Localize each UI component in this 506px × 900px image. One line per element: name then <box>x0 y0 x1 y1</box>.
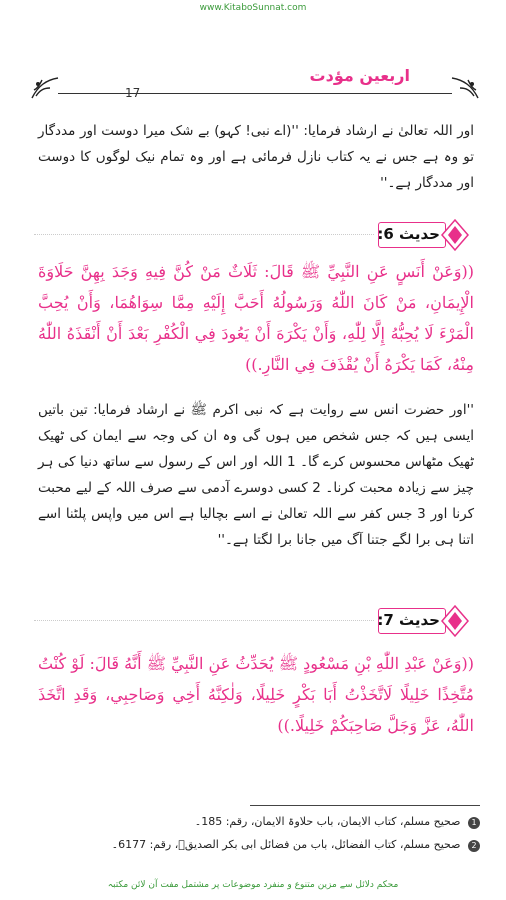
page-header <box>30 60 480 100</box>
footnote-1 <box>40 815 480 829</box>
hadith-7-arabic: ((وَعَنْ عَبْدِ اللّٰهِ بْنِ مَسْعُودٍ ﷺ يُحَدِّثُ عَنِ النَّبِيِّ ﷺ أَنَّهُ قَالَ: لَوْ كُنْتُ مُتَّخِذًا خَلِيلًا لَاتَّخَذْتُ أَبَا بَكْرٍ خَلِيلًا، وَلٰكِنَّهُ أَخِي وَصَاحِبِي، وَقَدِ اتَّخَذَ اللّٰهُ، عَزَّ وَجَلَّ صَاحِبَكُمْ خَلِيلًا.)) <box>38 654 474 735</box>
hadith-6-label: حدیث 6: <box>377 225 440 243</box>
left-ornament-icon <box>30 76 60 100</box>
header-rule <box>58 93 452 94</box>
heading-divider <box>34 234 374 235</box>
footnote-2 <box>40 838 480 852</box>
page-title: اربعین مؤدت <box>309 66 410 85</box>
hadith-7-label: حدیث 7: <box>377 611 440 629</box>
hadith-6-heading <box>366 218 470 252</box>
hadith-6-arabic: ((وَعَنْ أَنَسٍ عَنِ النَّبِيِّ ﷺ قَالَ: ثَلَاثٌ مَنْ كُنَّ فِيهِ وَجَدَ بِهِنَّ حَلَاوَةَ الْإِيمَانِ، مَنْ كَانَ اللّٰهُ وَرَسُولُهُ أَحَبَّ إِلَيْهِ مِمَّا سِوَاهُمَا، وَأَنْ يُحِبَّ الْمَرْءَ لَا يُحِبُّهُ إِلَّا لِلّٰهِ، وَأَنْ يَكْرَهَ أَنْ يَعُودَ فِي الْكُفْرِ بَعْدَ أَنْ أَنْقَذَهُ اللّٰهُ مِنْهُ، كَمَا يَكْرَهُ أَنْ يُقْذَفَ فِي النَّارِ.)) <box>38 262 474 374</box>
footnote-number: 2 <box>468 840 480 852</box>
hadith-7-heading <box>366 604 470 638</box>
bottom-tagline: محکم دلائل سے مزین متنوع و منفرد موضوعات پر مشتمل مفت آن لائن مکتبہ <box>107 880 399 890</box>
intro-paragraph: اور اللہ تعالیٰ نے ارشاد فرمایا: ''(اے نبی! کہو) بے شک میرا دوست اور مددگار تو وہ ہے جس نے یہ کتاب نازل فرمائی ہے اور وہ تمام نیک لوگوں کا دوست اور مددگار ہے۔'' <box>38 123 474 191</box>
page-number: 17 <box>125 86 141 100</box>
heading-divider <box>34 620 374 621</box>
footnote-text: صحیح مسلم، کتاب الفضائل، باب من فضائل ابی بکر الصدیقؓ، رقم: 6177۔ <box>111 838 461 851</box>
floral-ornament-icon <box>440 218 470 252</box>
site-url: www.KitaboSunnat.com <box>199 3 307 13</box>
footnote-text: صحیح مسلم، کتاب الایمان، باب حلاوۃ الایمان، رقم: 185۔ <box>194 815 461 828</box>
hadith-6-translation: ''اور حضرت انس سے روایت ہے کہ نبی اکرم ﷺ نے ارشاد فرمایا: تین باتیں ایسی ہیں کہ جس شخص میں ہوں گی وہ ان کی وجہ سے ایمان کی ٹھیک ٹھیک مٹھاس محسوس کرے گا۔ 1 اللہ اور اس کے رسول سے ساتھ دنیا کی ہر چیز سے زیادہ محبت کرنا۔ 2 کسی دوسرے آدمی سے صرف اللہ کے لیے محبت کرنا اور 3 جس کفر سے اللہ تعالیٰ نے اسے بچالیا ہے اس میں واپس پلٹنا اسے اتنا ہی برا لگے جتنا آگ میں جانا برا لگتا ہے۔'' <box>38 402 474 548</box>
floral-ornament-icon <box>440 604 470 638</box>
footnote-divider <box>250 805 480 806</box>
right-ornament-icon <box>450 76 480 100</box>
footnote-number: 1 <box>468 817 480 829</box>
